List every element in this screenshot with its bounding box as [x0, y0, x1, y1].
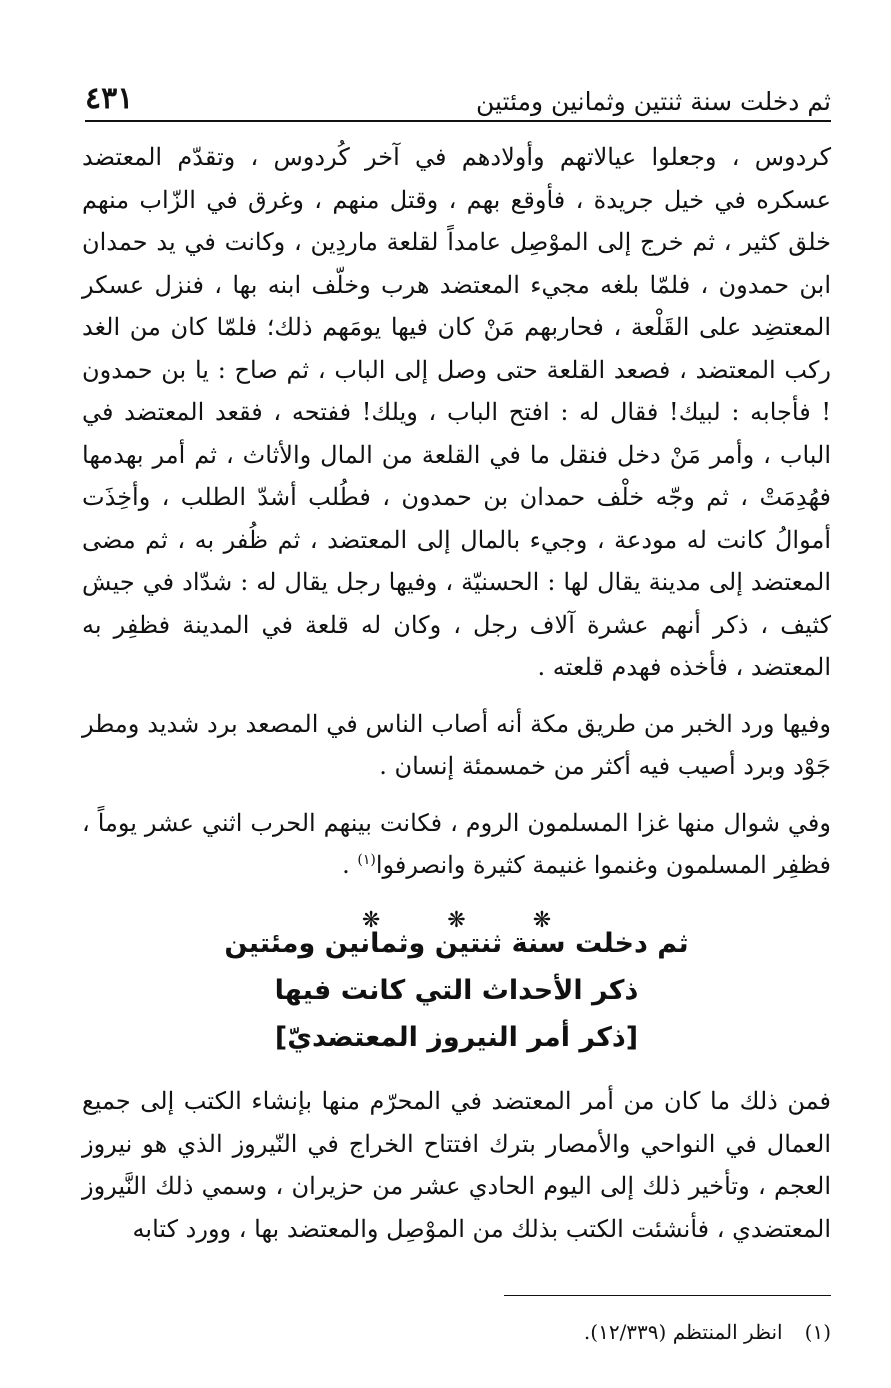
- section-headings: [82, 920, 831, 1061]
- section-heading-events: ذكر الأحداث التي كانت فيها: [274, 975, 639, 1006]
- section-separator: ❋ ❋ ❋: [361, 907, 582, 933]
- paragraph: كردوس ، وجعلوا عيالاتهم وأولادهم في آخر كُردوس ، وتقدّم المعتضد عسكره في خيل جريدة ، فأوقع بهم ، وقتل منهم ، وغرق في الزّاب منهم خلق كثير ، ثم خرج إلى الموْصِل عامداً لقلعة ماردِين ، وكانت في يد حمدان ابن حمدون ، فلمّا بلغه مجيء المعتضد هرب وخلّف ابنه بها ، فنزل عسكر المعتضِد على القَلْعة ، فحاربهم مَنْ كان فيها يومَهم ذلك؛ فلمّا كان من الغد ركب المعتضد ، فصعد القلعة حتى وصل إلى الباب ، ثم صاح : يا بن حمدون ! فأجابه : لبيك! فقال له : افتح الباب ، ويلك! ففتحه ، فقعد المعتضد في الباب ، وأمر مَنْ دخل فنقل ما في القلعة من المال والأثاث ، ثم أمر بهدمها فهُدِمَتْ ، ثم وجّه خلْف حمدان بن حمدون ، فطُلب أشدّ الطلب ، وأخِذَت أموالُ كانت له مودعة ، وجيء بالمال إلى المعتضد ، ثم ظُفر به ، ثم مضى المعتضد إلى مدينة يقال لها : الحسنيّة ، وفيها رجل يقال له : شدّاد في جيش كثيف ، ذكر أنهم عشرة آلاف رجل ، وكان له قلعة في المدينة فظفِر به المعتضد ، فأخذه فهدم قلعته .: [82, 143, 832, 681]
- section-heading-nowruz: [ذكر أمر النيروز المعتضديّ]: [274, 1022, 639, 1053]
- footnote-reference[interactable]: (١): [357, 852, 376, 868]
- main-text-continued: [82, 1080, 831, 1250]
- paragraph: فمن ذلك ما كان من أمر المعتضد في المحرّم منها بإنشاء الكتب إلى جميع العمال في النواحي والأمصار بترك افتتاح الخراج في النّيروز الذي هو نيروز العجم ، وتأخير ذلك إلى اليوم الحادي عشر من حزيران ، وسمي ذلك النَّيروز المعتضدي ، فأنشئت الكتب بذلك من الموْصِل والمعتضد بها ، وورد كتابه: [82, 1087, 832, 1243]
- footnote-text: انظر المنتظم (١٢/٣٣٩).: [583, 1320, 783, 1344]
- main-text: [82, 136, 831, 941]
- paragraph-text: وفي شوال منها غزا المسلمون الروم ، فكانت بينهم الحرب اثني عشر يوماً ، فظفِر المسلمون وغنموا غنيمة كثيرة وانصرفوا: [82, 808, 831, 879]
- running-title: ثم دخلت سنة ثنتين وثمانين ومئتين: [475, 87, 831, 116]
- paragraph: وفيها ورد الخبر من طريق مكة أنه أصاب الناس في المصعد برد شديد ومطر جَوْد وبرد أصيب فيه أكثر من خمسمئة إنسان .: [82, 709, 831, 780]
- footnote-marker: (١): [804, 1320, 831, 1344]
- paragraph: [82, 802, 831, 887]
- section-heading-year: ثم دخلت سنة ثنتين وثمانين ومئتين: [224, 928, 689, 959]
- footnote: [82, 1317, 831, 1347]
- page-number: ٤٣١: [85, 81, 134, 116]
- footnote-divider: [504, 1295, 831, 1296]
- paragraph-end: .: [342, 851, 358, 879]
- running-header: [85, 68, 831, 122]
